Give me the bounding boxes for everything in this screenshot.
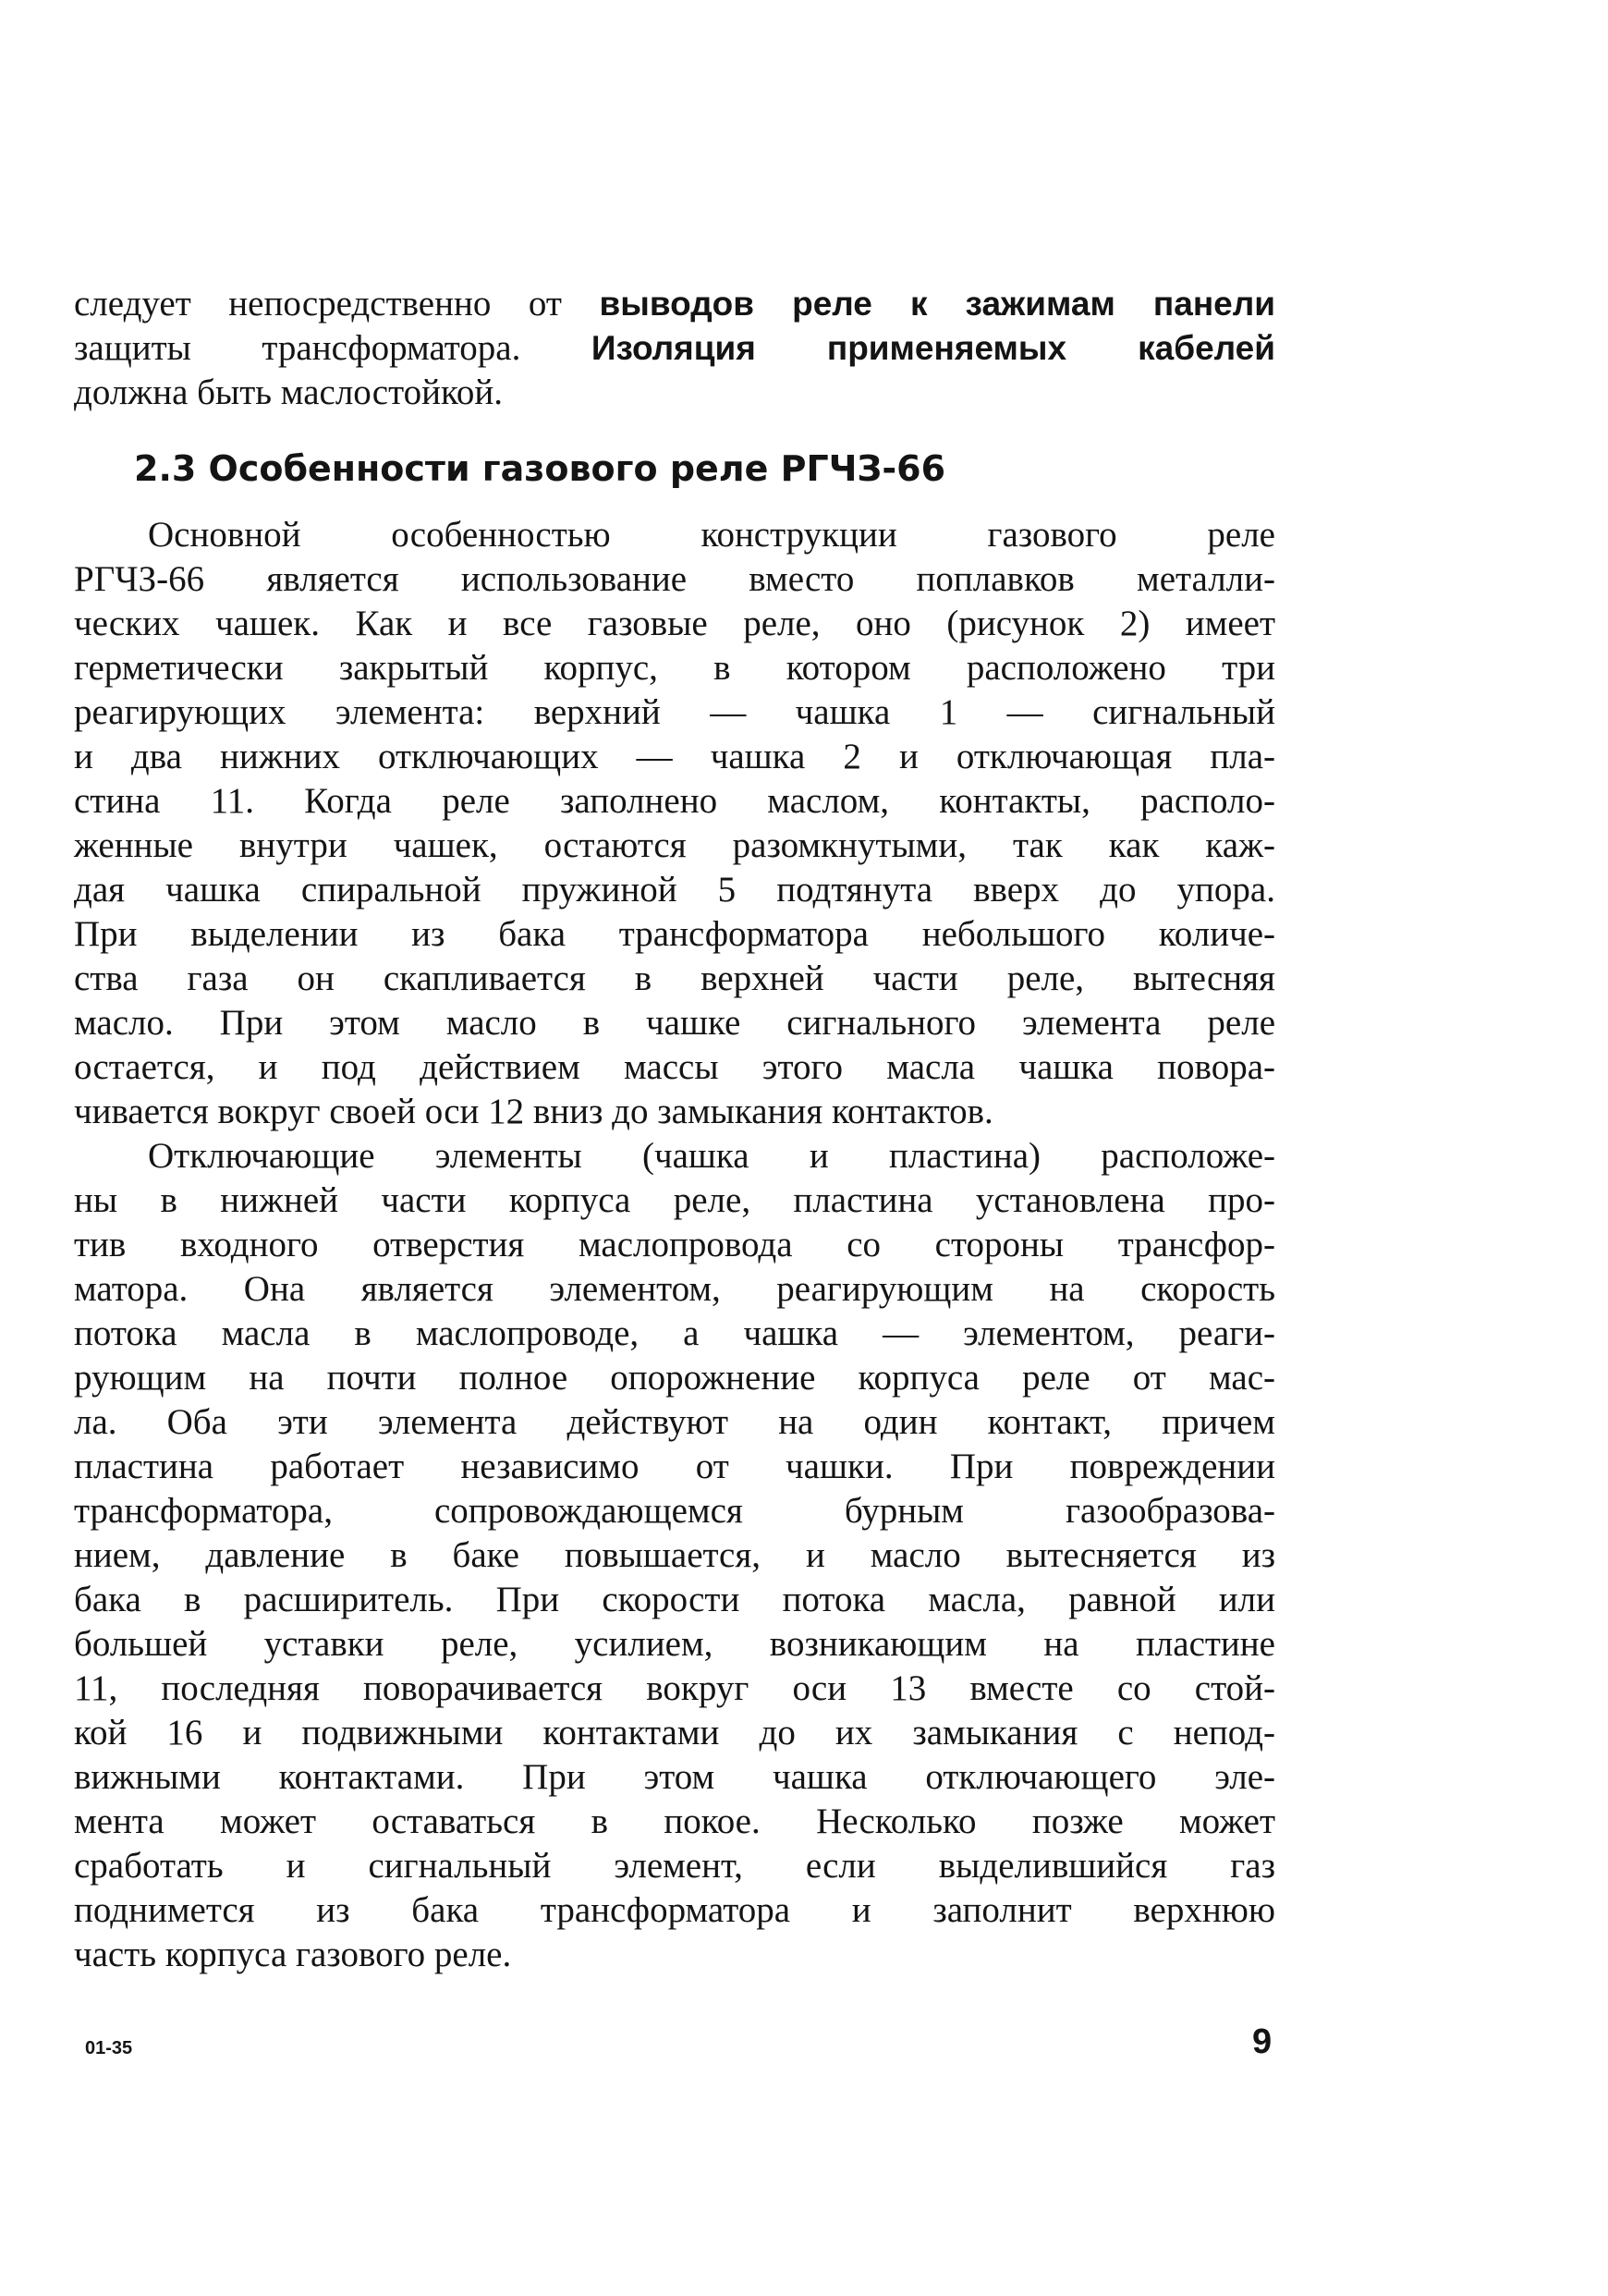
paragraph-1-line: женные внутри чашек, остаются разомкнутыми, так как каж-: [74, 825, 1275, 865]
paragraph-2-line: поднимется из бака трансформатора и заполнит верхнюю: [74, 1890, 1275, 1930]
paragraph-2-line: бака в расширитель. При скорости потока масла, равной или: [74, 1580, 1275, 1619]
paragraph-2-line: тив входного отверстия маслопровода со стороны трансфор-: [74, 1225, 1275, 1264]
paragraph-1-line: герметически закрытый корпус, в котором расположено три: [74, 648, 1275, 688]
intro-line-2-text: защиты трансформатора.: [74, 328, 591, 368]
paragraph-1-line: стина 11. Когда реле заполнено маслом, контакты, располо-: [74, 781, 1275, 821]
intro-line-1-bold: выводов реле к зажимам панели: [599, 285, 1276, 323]
section-heading: 2.3 Особенности газового реле РГЧЗ-66: [134, 448, 946, 489]
paragraph-2-line: мента может оставаться в покое. Несколько позже может: [74, 1801, 1275, 1841]
paragraph-2-line: ла. Оба эти элемента действуют на один контакт, причем: [74, 1402, 1275, 1442]
paragraph-1-line: ства газа он скапливается в верхней части реле, вытесняя: [74, 959, 1275, 998]
paragraph-2-line: потока масла в маслопроводе, а чашка — элементом, реаги-: [74, 1313, 1275, 1353]
paragraph-2-line: нием, давление в баке повышается, и масло вытесняется из: [74, 1535, 1275, 1575]
paragraph-1-line: масло. При этом масло в чашке сигнального элемента реле: [74, 1003, 1275, 1043]
paragraph-1-line: РГЧЗ-66 является использование вместо поплавков металли-: [74, 559, 1275, 599]
page-number: 9: [1252, 2022, 1273, 2061]
paragraph-1-line: чивается вокруг своей оси 12 вниз до замыкания контактов.: [74, 1092, 993, 1131]
paragraph-2-line: рующим на почти полное опорожнение корпуса реле от мас-: [74, 1358, 1275, 1398]
paragraph-2-line: 11, последняя поворачивается вокруг оси 13 вместе со стой-: [74, 1668, 1275, 1708]
paragraph-2-line: матора. Она является элементом, реагирующим на скорость: [74, 1269, 1275, 1309]
paragraph-2-line: ны в нижней части корпуса реле, пластина установлена про-: [74, 1180, 1275, 1220]
paragraph-2-line: трансформатора, сопровождающемся бурным газообразова-: [74, 1491, 1275, 1531]
intro-line-2-bold: Изоляция применяемых кабелей: [591, 329, 1275, 367]
paragraph-1-line: При выделении из бака трансформатора небольшого количе-: [74, 914, 1275, 954]
paragraph-1-line: реагирующих элемента: верхний — чашка 1 — сигнальный: [74, 692, 1275, 732]
intro-line-3: должна быть маслостойкой.: [74, 372, 504, 412]
intro-line-1: [74, 282, 1275, 326]
paragraph-2-line: кой 16 и подвижными контактами до их замыкания с непод-: [74, 1713, 1275, 1753]
paragraph-1-line: остается, и под действием массы этого масла чашка повора-: [74, 1047, 1275, 1087]
paragraph-2-line: большей уставки реле, усилием, возникающим на пластине: [74, 1624, 1275, 1664]
intro-line-2: [74, 326, 1275, 371]
paragraph-2-line: пластина работает независимо от чашки. При повреждении: [74, 1447, 1275, 1486]
intro-line-1-text: следует непосредственно от: [74, 284, 600, 324]
paragraph-1-line: и два нижних отключающих — чашка 2 и отключающая пла-: [74, 737, 1275, 776]
paragraph-1-line: дая чашка спиральной пружиной 5 подтянута вверх до упора.: [74, 870, 1275, 910]
paragraph-2-line: сработать и сигнальный элемент, если выделившийся газ: [74, 1846, 1275, 1886]
footer-code: 01-35: [85, 2038, 133, 2058]
paragraph-2-line: часть корпуса газового реле.: [74, 1935, 512, 1974]
paragraph-2-line: вижными контактами. При этом чашка отключающего эле-: [74, 1757, 1275, 1797]
paragraph-2-line: Отключающие элементы (чашка и пластина) расположе-: [148, 1136, 1275, 1176]
paragraph-1-line: Основной особенностью конструкции газового реле: [148, 515, 1275, 555]
paragraph-1-line: ческих чашек. Как и все газовые реле, оно (рисунок 2) имеет: [74, 604, 1275, 643]
